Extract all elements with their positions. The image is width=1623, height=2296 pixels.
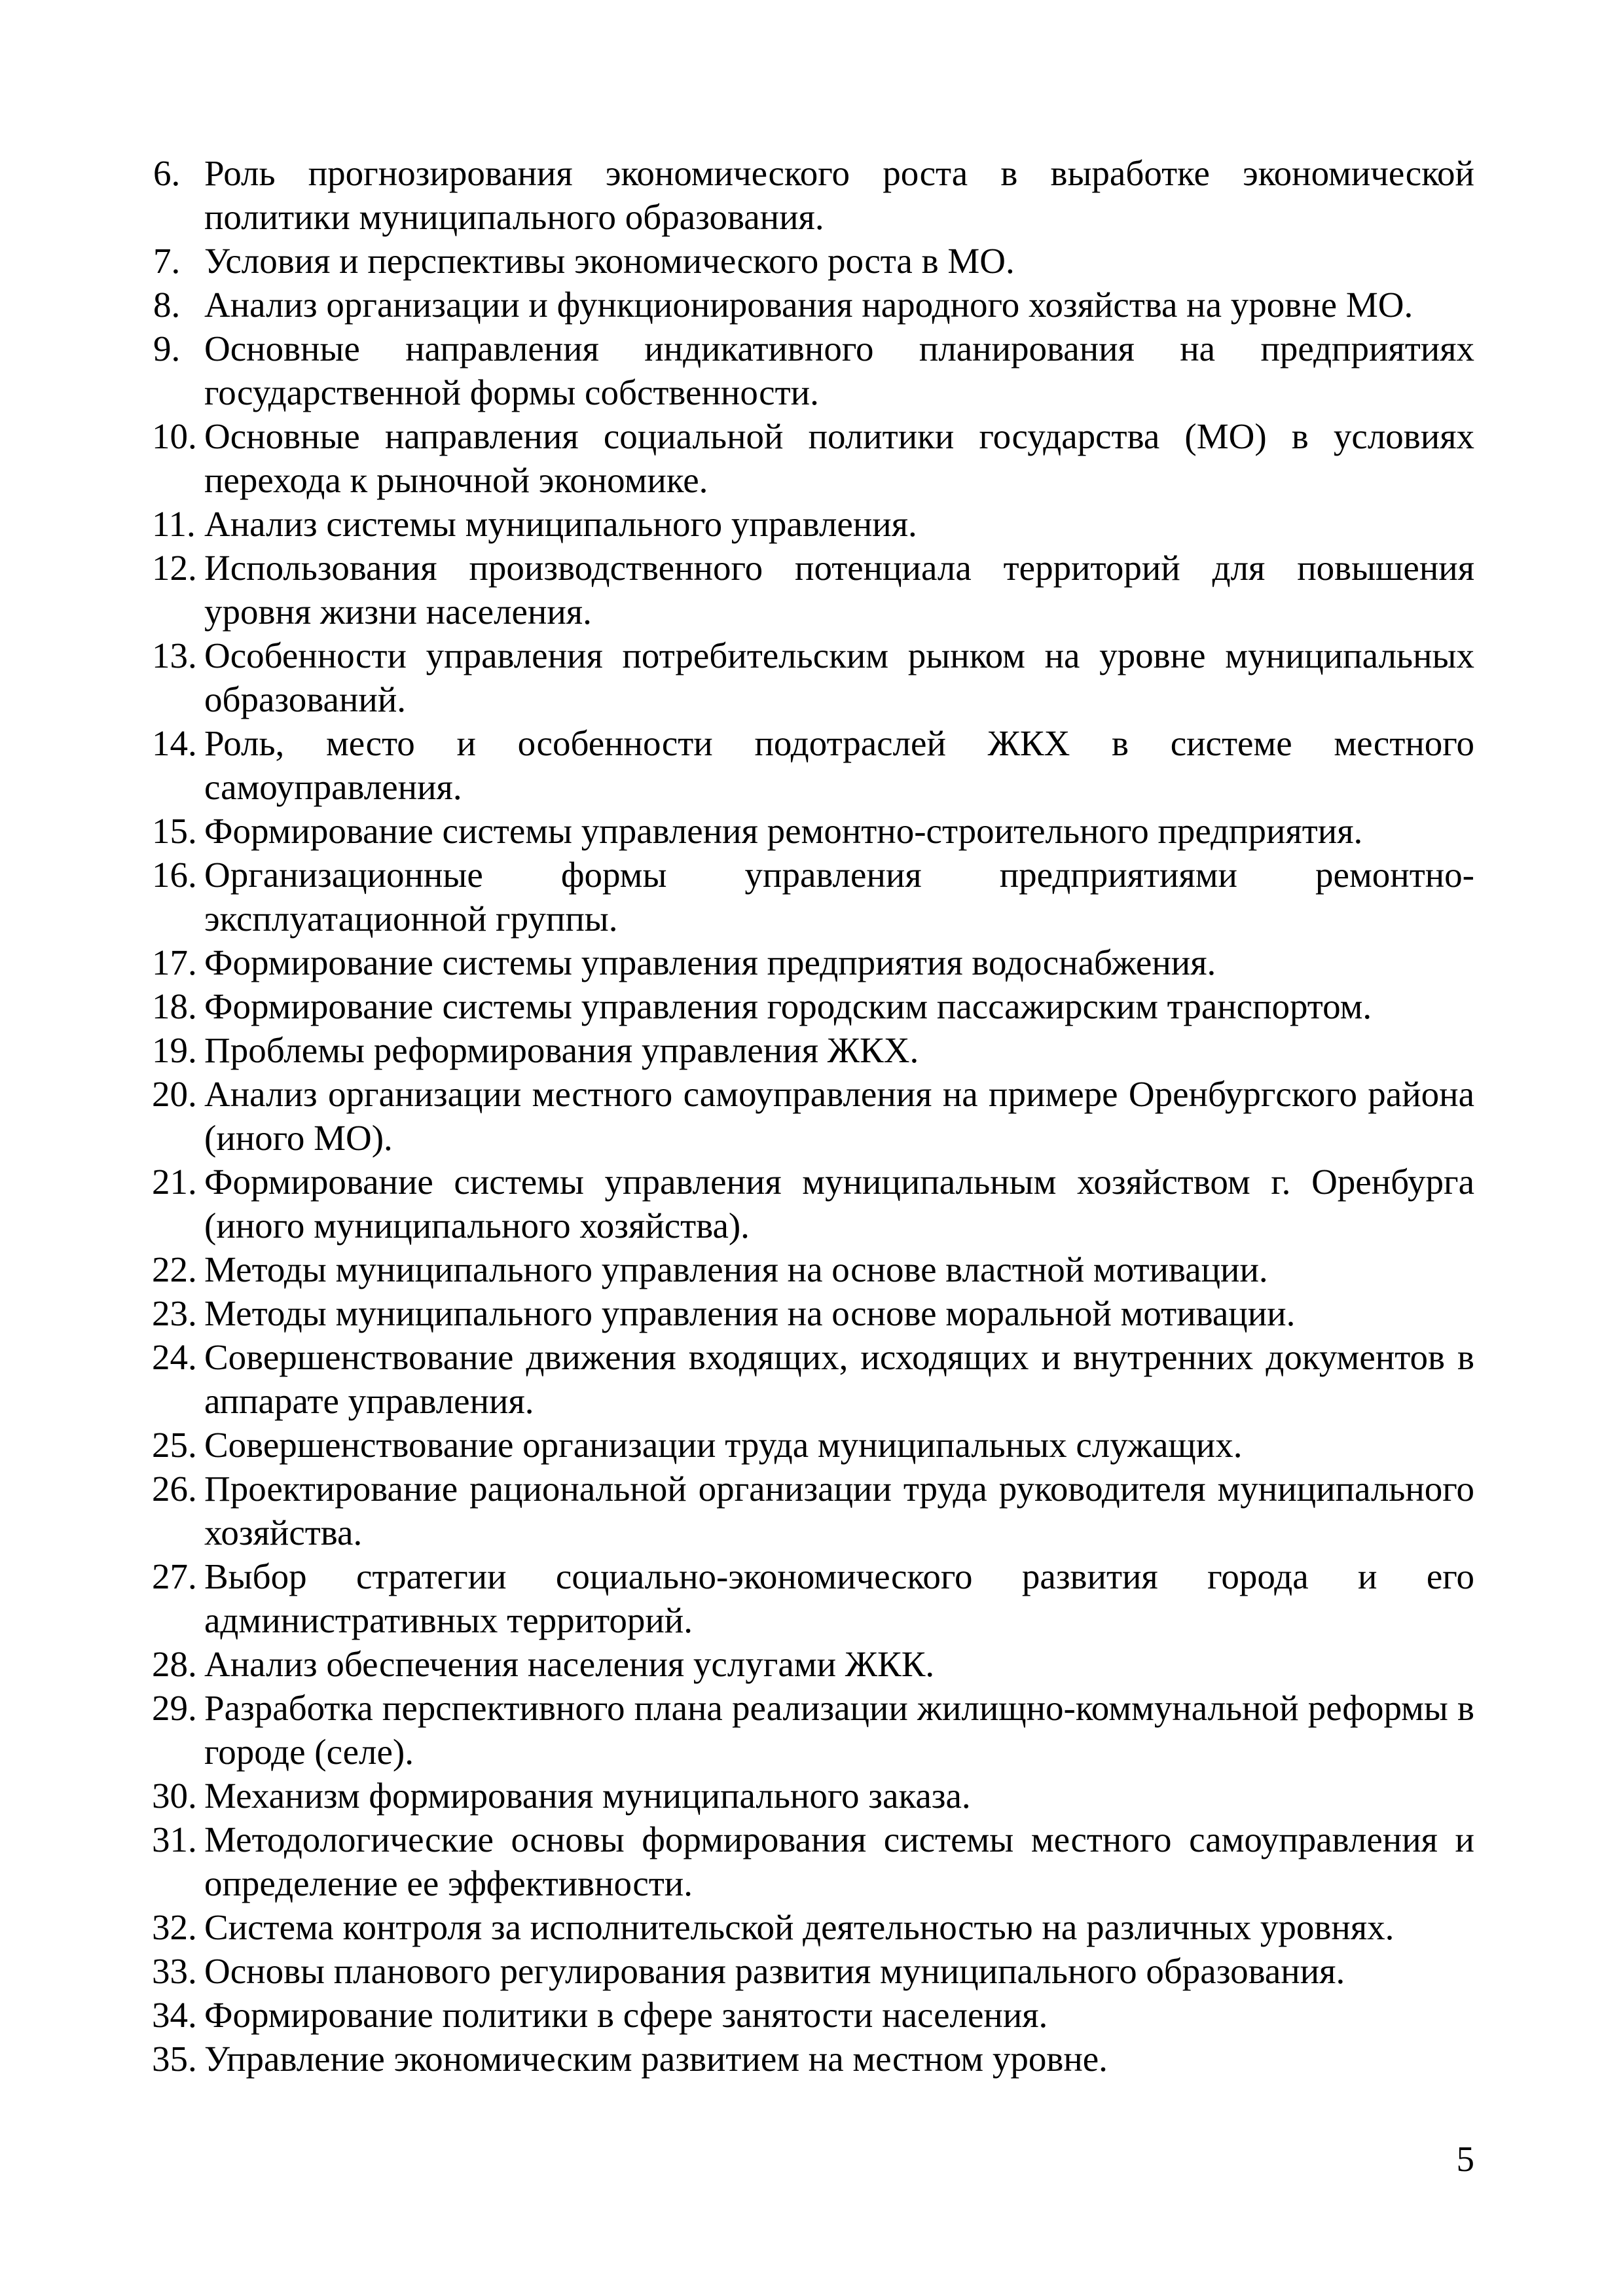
list-item: [152, 1554, 1474, 1642]
list-item: [152, 502, 1474, 546]
list-item-text: Система контроля за исполнительской деятельностью на различных уровнях.: [204, 1907, 1395, 1947]
list-item-number: 25.: [152, 1425, 197, 1465]
list-item-text: Разработка перспективного плана реализации жилищно-коммунальной реформы в городе (селе).: [204, 1688, 1474, 1772]
list-item-number: 32.: [152, 1907, 197, 1947]
list-item: [152, 239, 1474, 283]
list-item-number: 17.: [152, 942, 197, 982]
list-item-text: Особенности управления потребительским рынком на уровне муниципальных образований.: [204, 636, 1474, 719]
list-item-text: Организационные формы управления предприятиями ремонтно-эксплуатационной группы.: [204, 855, 1474, 939]
list-item-number: 34.: [152, 1995, 197, 2035]
list-item: [152, 1905, 1474, 1949]
list-item-number: 15.: [152, 811, 197, 851]
list-item-number: 16.: [152, 855, 197, 895]
list-item-number: 20.: [152, 1074, 197, 1114]
page-number: 5: [1456, 2139, 1474, 2179]
list-item-number: 19.: [152, 1030, 197, 1070]
list-item: [152, 327, 1474, 414]
list-item: [152, 1291, 1474, 1335]
list-item-text: Основы планового регулирования развития муниципального образования.: [204, 1951, 1345, 1991]
list-item: [152, 1949, 1474, 1993]
list-item-text: Методы муниципального управления на основе властной мотивации.: [204, 1249, 1268, 1289]
list-item: [152, 984, 1474, 1028]
list-item: [152, 1072, 1474, 1160]
list-item-text: Основные направления индикативного планирования на предприятиях государственной формы собственности.: [204, 329, 1474, 412]
list-item-number: 12.: [152, 548, 197, 588]
list-item-text: Методологические основы формирования системы местного самоуправления и определение ее эффективности.: [204, 1820, 1474, 1903]
list-item-text: Анализ организации и функционирования народного хозяйства на уровне МО.: [204, 285, 1413, 325]
list-item-text: Управление экономическим развитием на местном уровне.: [204, 2039, 1108, 2079]
list-item-number: 7.: [153, 241, 181, 281]
list-item-text: Совершенствование движения входящих, исходящих и внутренних документов в аппарате управления.: [204, 1337, 1474, 1421]
list-item-text: Проблемы реформирования управления ЖКХ.: [204, 1030, 919, 1070]
list-item-text: Совершенствование организации труда муниципальных служащих.: [204, 1425, 1243, 1465]
list-item: [152, 2037, 1474, 2081]
list-item-number: 14.: [152, 723, 197, 763]
list-item: [152, 634, 1474, 721]
list-item: [152, 1335, 1474, 1423]
list-item-number: 33.: [152, 1951, 197, 1991]
list-item-number: 21.: [152, 1162, 197, 1202]
list-item-number: 9.: [153, 329, 181, 368]
list-item: [152, 1818, 1474, 1905]
list-item-number: 26.: [152, 1469, 197, 1509]
list-item-text: Анализ организации местного самоуправления на примере Оренбургского района (иного МО).: [204, 1074, 1474, 1158]
list-item-text: Формирование системы управления муниципальным хозяйством г. Оренбурга (иного муниципального хозяйства).: [204, 1162, 1474, 1246]
list-item: [152, 1467, 1474, 1554]
list-item-text: Роль, место и особенности подотраслей ЖКХ в системе местного самоуправления.: [204, 723, 1474, 807]
list-item: [152, 809, 1474, 853]
list-item: [152, 1686, 1474, 1774]
list-item-text: Механизм формирования муниципального заказа.: [204, 1776, 971, 1816]
list-item-number: 24.: [152, 1337, 197, 1377]
list-item-number: 13.: [152, 636, 197, 675]
list-item-number: 6.: [153, 153, 181, 193]
list-item-text: Формирование политики в сфере занятости населения.: [204, 1995, 1048, 2035]
list-item: [152, 853, 1474, 941]
list-item-text: Методы муниципального управления на основе моральной мотивации.: [204, 1293, 1296, 1333]
list-item-text: Выбор стратегии социально-экономического развития города и его административных территорий.: [204, 1556, 1474, 1640]
list-item-text: Роль прогнозирования экономического роста в выработке экономической политики муниципального образования.: [204, 153, 1474, 237]
list-item-number: 11.: [152, 504, 196, 544]
list-item: [152, 546, 1474, 634]
list-item-text: Использования производственного потенциала территорий для повышения уровня жизни населения.: [204, 548, 1474, 632]
list-item-text: Условия и перспективы экономического роста в МО.: [204, 241, 1015, 281]
list-item-number: 18.: [152, 986, 197, 1026]
list-item-number: 22.: [152, 1249, 197, 1289]
list-item: [152, 414, 1474, 502]
list-item-number: 31.: [152, 1820, 197, 1859]
list-item: [152, 1774, 1474, 1818]
list-item: [152, 1160, 1474, 1247]
list-item-text: Формирование системы управления ремонтно-строительного предприятия.: [204, 811, 1363, 851]
list-item: [152, 1642, 1474, 1686]
list-item-number: 30.: [152, 1776, 197, 1816]
list-item: [152, 1993, 1474, 2037]
list-item: [152, 1028, 1474, 1072]
list-item: [152, 941, 1474, 984]
list-item-text: Формирование системы управления предприятия водоснабжения.: [204, 942, 1216, 982]
list-item: [152, 721, 1474, 809]
list-item-text: Анализ обеспечения населения услугами ЖКК.: [204, 1644, 935, 1684]
topic-list: [152, 151, 1474, 2081]
list-item-text: Анализ системы муниципального управления.: [204, 504, 917, 544]
list-item-number: 29.: [152, 1688, 197, 1728]
list-item: [152, 1423, 1474, 1467]
list-item-text: Формирование системы управления городским пассажирским транспортом.: [204, 986, 1372, 1026]
list-item: [152, 151, 1474, 239]
list-item: [152, 283, 1474, 327]
list-item: [152, 1247, 1474, 1291]
list-item-number: 35.: [152, 2039, 197, 2079]
list-item-number: 28.: [152, 1644, 197, 1684]
list-item-number: 10.: [152, 416, 197, 456]
list-item-number: 27.: [152, 1556, 197, 1596]
list-item-text: Проектирование рациональной организации труда руководителя муниципального хозяйства.: [204, 1469, 1474, 1552]
list-item-text: Основные направления социальной политики государства (МО) в условиях перехода к рыночной экономике.: [204, 416, 1474, 500]
list-item-number: 23.: [152, 1293, 197, 1333]
list-item-number: 8.: [153, 285, 181, 325]
